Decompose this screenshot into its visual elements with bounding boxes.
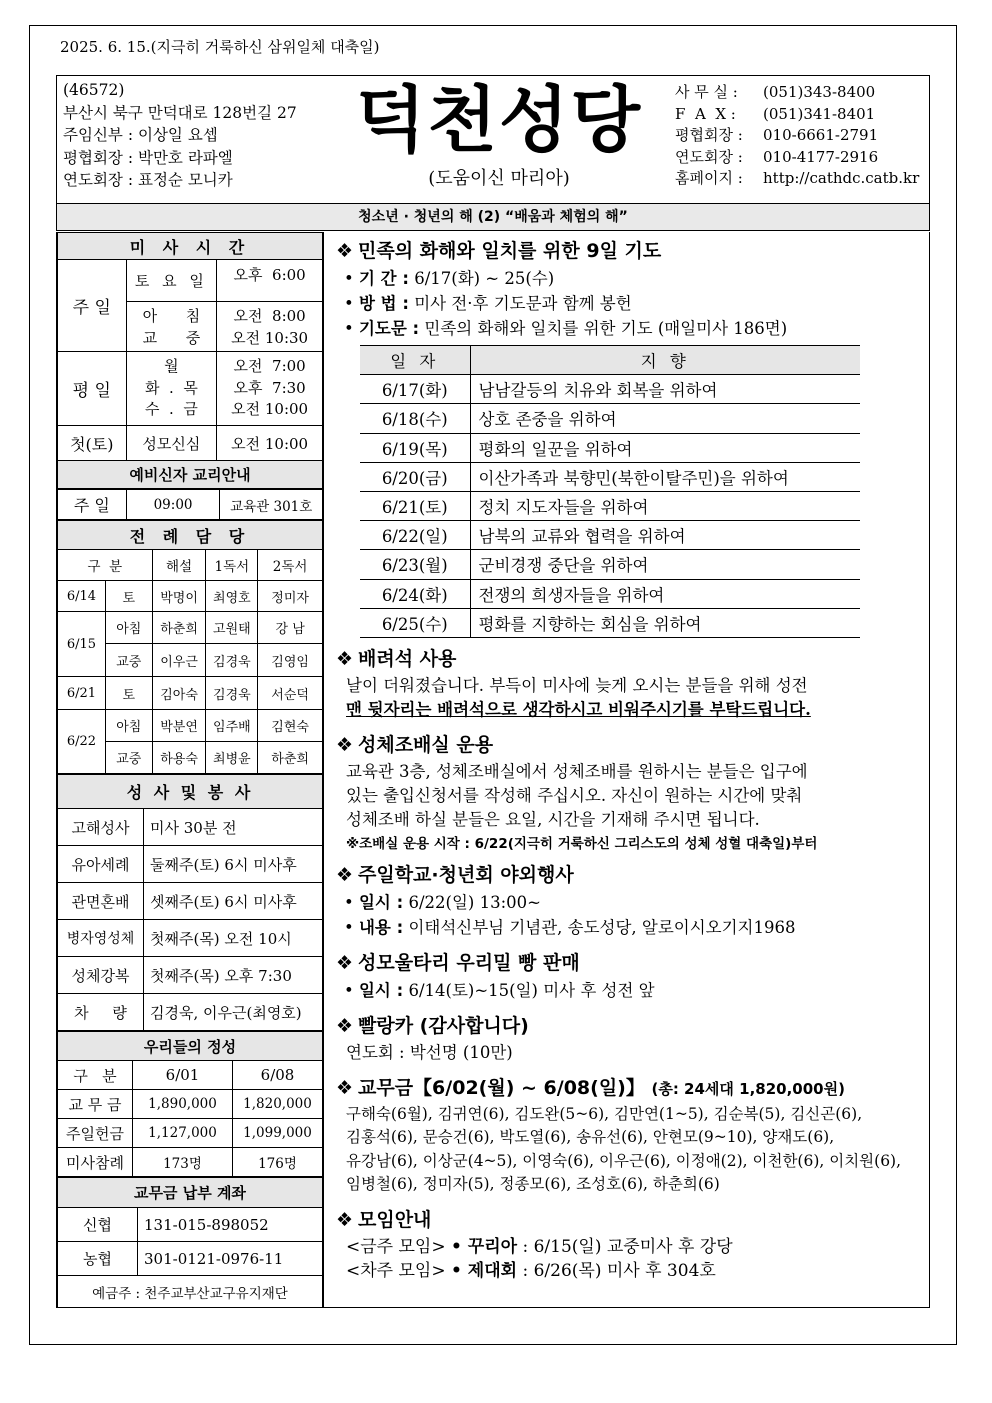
liturgy-table	[57, 520, 323, 774]
liturgy-cell: 김경욱	[206, 677, 258, 710]
liturgy-cell: 김현숙	[258, 710, 323, 742]
dues-names: 구해숙(6월), 김귀연(6), 김도완(5~6), 김만연(1~5), 김순복(5), 김신곤(6), 김홍석(6), 문승건(6), 박도열(6), 송유선(6), 안현모(9~10), 양재도(6), 유강남(6), 이상군(4~5), 이영숙(6), 이우근(6), 이정애(2), 이천한(6), 이치원(6), 임병철(6), 정미자(5), 정종모(6), 조성호(6), 하춘희(6)	[346, 1104, 902, 1194]
tue-label: 화 . 목	[145, 378, 198, 397]
diamond-bullet-icon: ❖	[336, 1076, 354, 1099]
sacrament-label: 고해성사	[58, 809, 144, 846]
homepage-link[interactable]: http://cathdc.catb.kr	[763, 169, 920, 187]
intention-row: 6/21(토) 정치 지도자들을 위하여	[360, 491, 860, 520]
offering-value: 176명	[233, 1148, 323, 1177]
bread-heading: ❖ 성모울타리 우리밀 빵 판매	[336, 948, 921, 978]
liturgy-cell: 서순덕	[258, 677, 323, 710]
priority-seat-line: 맨 뒷자리는 배려석으로 생각하시고 비워주시기를 부탁드립니다.	[346, 699, 811, 719]
offering-header: 구 분	[58, 1061, 133, 1090]
wed-label: 수 . 금	[145, 400, 198, 419]
intention-row: 6/22(일) 남북의 교류와 협력을 위하여	[360, 521, 860, 550]
contact-row: 연도회장 : 010-4177-2916	[675, 147, 879, 166]
liturgy-date: 6/15	[58, 612, 106, 677]
bulletin-page	[29, 25, 957, 1345]
outing-heading: ❖ 주일학교·청년회 야외행사	[336, 860, 921, 890]
sacrament-value: 셋째주(토) 6시 미사후	[144, 883, 323, 920]
contact-list	[675, 82, 919, 190]
intention-header: 지 향	[470, 346, 860, 375]
sacrament-value: 김경욱, 이우근(최영호)	[144, 994, 323, 1031]
sacrament-value: 첫째주(목) 오후 7:30	[144, 957, 323, 994]
first-sat-time: 오전 10:00	[217, 426, 323, 461]
catechumen-place: 교육관 301호	[220, 490, 323, 520]
sacraments-title: 성 사 및 봉 사	[58, 775, 323, 809]
school-label: 교 중	[142, 328, 201, 347]
offering-value: 1,099,000	[233, 1119, 323, 1148]
prayer-heading: ❖ 민족의 화해와 일치를 위한 9일 기도	[336, 236, 921, 266]
liturgy-date: 6/21	[58, 677, 106, 710]
sacrament-label: 병자영성체	[58, 920, 144, 957]
contact-row: F A X : (051)341-8401	[675, 104, 876, 123]
liturgy-cell: 박분연	[152, 710, 206, 742]
adoration-note: ※조배실 운용 시작 : 6/22(지극히 거룩하신 그리스도의 성체 성혈 대축일)부터	[346, 835, 818, 852]
liturgy-type: 교중	[105, 644, 152, 677]
account-holder: 예금주 : 천주교부산교구유지재단	[58, 1276, 323, 1308]
offering-label: 주일헌금	[58, 1119, 133, 1148]
outing-date: • 일시 : 6/22(일) 13:00~	[344, 892, 541, 912]
mon-time: 오전 7:00	[233, 357, 306, 376]
diamond-bullet-icon: ❖	[336, 1208, 354, 1231]
notices	[336, 232, 921, 1283]
dues-total: (총: 24세대 1,820,000원)	[651, 1079, 845, 1098]
liturgy-cell: 하춘희	[152, 612, 206, 644]
meeting-this-week: <금주 모임> • 꾸리아 : 6/15(일) 교중미사 후 강당	[346, 1236, 733, 1257]
intention-header: 일 자	[360, 346, 470, 375]
bread-date: • 일시 : 6/14(토)~15(일) 미사 후 성전 앞	[344, 980, 655, 1000]
offering-label: 미사참례	[58, 1148, 133, 1177]
prayer-method: • 방 법 : 미사 전·후 기도문과 함께 봉헌	[344, 294, 632, 313]
offering-header: 6/08	[233, 1061, 323, 1090]
account-number: 131-015-898052	[138, 1208, 323, 1242]
morning-time: 오전 8:00	[233, 306, 306, 325]
council-head: 평협회장 : 박만호 라파엘	[63, 148, 233, 167]
liturgy-title: 전 례 담 당	[58, 521, 323, 550]
priority-seat-line: 날이 더워졌습니다. 부득이 미사에 늦게 오시는 분들을 위해 성전	[346, 675, 808, 695]
diamond-bullet-icon: ❖	[336, 647, 354, 670]
adoration-line: 성체조배 하실 분들은 요일, 시간을 기재해 주시면 됩니다.	[346, 809, 760, 829]
liturgy-cell: 박명이	[152, 581, 206, 612]
intention-row: 6/20(금) 이산가족과 북향민(북한이탈주민)을 위하여	[360, 462, 860, 491]
sacrament-label: 유아세례	[58, 846, 144, 883]
liturgy-type: 교중	[105, 742, 152, 774]
offering-value: 1,820,000	[233, 1090, 323, 1119]
mass-times-title: 미 사 시 간	[58, 233, 323, 260]
adoration-line: 있는 출입신청서를 작성해 주십시오. 자신이 원하는 시간에 맞춰	[346, 785, 803, 805]
school-time: 오전 10:30	[231, 328, 309, 347]
intention-row: 6/18(수) 상호 존중을 위하여	[360, 404, 860, 433]
elder-head: 연도회장 : 표정순 모니카	[63, 171, 233, 189]
bank-name: 농협	[58, 1242, 138, 1276]
thanks-line: 연도회 : 박선명 (10만)	[346, 1042, 513, 1062]
catechumen-day: 주 일	[58, 490, 127, 520]
prayer-period: • 기 간 : 6/17(화) ~ 25(수)	[344, 269, 555, 288]
prayer-text: • 기도문 : 민족의 화해와 일치를 위한 기도 (매일미사 186면)	[344, 319, 788, 338]
offering-label: 교 무 금	[58, 1090, 133, 1119]
tue-time: 오후 7:30	[233, 378, 306, 397]
diamond-bullet-icon: ❖	[336, 240, 354, 262]
wed-time: 오전 10:00	[231, 400, 309, 419]
catechumen-table	[57, 489, 323, 520]
morning-label: 아 침	[142, 306, 201, 325]
contact-row: 평협회장 : 010-6661-2791	[675, 126, 879, 144]
intention-row: 6/19(목) 평화의 일꾼을 위하여	[360, 433, 860, 462]
dues-heading: ❖ 교무금【6/02(월) ~ 6/08(일)】 (총: 24세대 1,820,000원)	[336, 1073, 921, 1103]
liturgy-cell: 최병윤	[206, 742, 258, 774]
liturgy-type: 토	[105, 581, 152, 612]
outing-content: • 내용 : 이태석신부님 기념관, 송도성당, 알로이시오기지1968	[344, 917, 796, 937]
first-sat-label: 첫(토)	[58, 426, 127, 461]
contact-row: 사 무 실 : (051)343-8400	[675, 83, 876, 101]
liturgy-cell: 하춘희	[258, 742, 323, 774]
parish-subtitle: (도움이신 마리아)	[428, 168, 570, 189]
sunday-label: 주 일	[58, 260, 127, 352]
offering-value: 173명	[133, 1148, 233, 1177]
accounts-title: 교무금 납부 계좌	[58, 1178, 323, 1208]
adoration-line: 교육관 3층, 성체조배실에서 성체조배를 원하시는 분들은 입구에	[346, 761, 808, 781]
sacrament-label: 관면혼배	[58, 883, 144, 920]
sacrament-label: 차 량	[58, 994, 144, 1031]
parish-info	[63, 79, 297, 192]
liturgy-cell: 하용숙	[152, 742, 206, 774]
right-column	[323, 232, 930, 1308]
offering-value: 1,890,000	[133, 1090, 233, 1119]
first-sat-devotion: 성모신심	[126, 426, 217, 461]
liturgy-type: 아침	[105, 710, 152, 742]
address: 부산시 북구 만덕대로 128번길 27	[63, 103, 297, 122]
liturgy-cell: 김경욱	[206, 644, 258, 677]
postal-code: (46572)	[63, 81, 125, 99]
liturgy-date: 6/22	[58, 710, 106, 774]
offering-table	[57, 1031, 323, 1177]
catechumen-time: 09:00	[126, 490, 220, 520]
liturgy-cell: 임주배	[206, 710, 258, 742]
liturgy-header: 2독서	[258, 550, 323, 581]
intention-row: 6/23(월) 군비경쟁 중단을 위하여	[360, 550, 860, 579]
priority-seat-heading: ❖ 배려석 사용	[336, 644, 921, 674]
mass-times-table	[57, 232, 323, 489]
offering-header: 6/01	[133, 1061, 233, 1090]
liturgy-type: 토	[105, 677, 152, 710]
mon-label: 월	[164, 357, 179, 376]
year-theme-banner: 청소년 · 청년의 해 (2) “배움과 체험의 해”	[56, 203, 930, 231]
meetings-heading: ❖ 모임안내	[336, 1205, 921, 1235]
sacrament-value: 첫째주(목) 오전 10시	[144, 920, 323, 957]
catechumen-title: 예비신자 교리안내	[58, 461, 323, 489]
sacraments-table	[57, 774, 323, 1031]
diamond-bullet-icon: ❖	[336, 951, 354, 974]
weekday-label: 평 일	[58, 352, 127, 426]
sat-time: 오후 6:00	[217, 260, 323, 302]
sacrament-value: 둘째주(토) 6시 미사후	[144, 846, 323, 883]
date-line: 2025. 6. 15.(지극히 거룩하신 삼위일체 대축일)	[60, 38, 380, 56]
liturgy-header: 해설	[152, 550, 206, 581]
liturgy-header: 1독서	[206, 550, 258, 581]
liturgy-header: 구 분	[58, 550, 153, 581]
intention-row: 6/17(화) 남남갈등의 치유와 회복을 위하여	[360, 375, 860, 404]
thanks-heading: ❖ 빨랑카 (감사합니다)	[336, 1011, 921, 1041]
liturgy-cell: 김아숙	[152, 677, 206, 710]
masthead	[56, 75, 930, 218]
diamond-bullet-icon: ❖	[336, 1014, 354, 1037]
liturgy-cell: 김영임	[258, 644, 323, 677]
liturgy-cell: 이우근	[152, 644, 206, 677]
adoration-heading: ❖ 성체조배실 운용	[336, 730, 921, 760]
sacrament-value: 미사 30분 전	[144, 809, 323, 846]
parish-title: 덕천성당	[355, 78, 643, 162]
bank-name: 신협	[58, 1208, 138, 1242]
offering-title: 우리들의 정성	[58, 1032, 323, 1061]
diamond-bullet-icon: ❖	[336, 863, 354, 886]
contact-row: 홈페이지 : http://cathdc.catb.kr	[675, 168, 919, 190]
liturgy-cell: 고원태	[206, 612, 258, 644]
prayer-intentions-table	[360, 345, 860, 638]
sacrament-label: 성체강복	[58, 957, 144, 994]
intention-row: 6/25(수) 평화를 지향하는 회심을 위하여	[360, 608, 860, 637]
intention-row: 6/24(화) 전쟁의 희생자들을 위하여	[360, 579, 860, 608]
priest: 주임신부 : 이상일 요셉	[63, 126, 218, 144]
liturgy-cell: 최영호	[206, 581, 258, 612]
liturgy-cell: 정미자	[258, 581, 323, 612]
accounts-table	[57, 1177, 323, 1308]
liturgy-date: 6/14	[58, 581, 106, 612]
liturgy-cell: 강 남	[258, 612, 323, 644]
meeting-next-week: <차주 모임> • 제대회 : 6/26(목) 미사 후 304호	[346, 1260, 716, 1281]
account-number: 301-0121-0976-11	[138, 1242, 323, 1276]
diamond-bullet-icon: ❖	[336, 733, 354, 756]
offering-value: 1,127,000	[133, 1119, 233, 1148]
sat-label: 토 요 일	[126, 260, 217, 302]
liturgy-type: 아침	[105, 612, 152, 644]
left-column	[56, 232, 323, 1308]
